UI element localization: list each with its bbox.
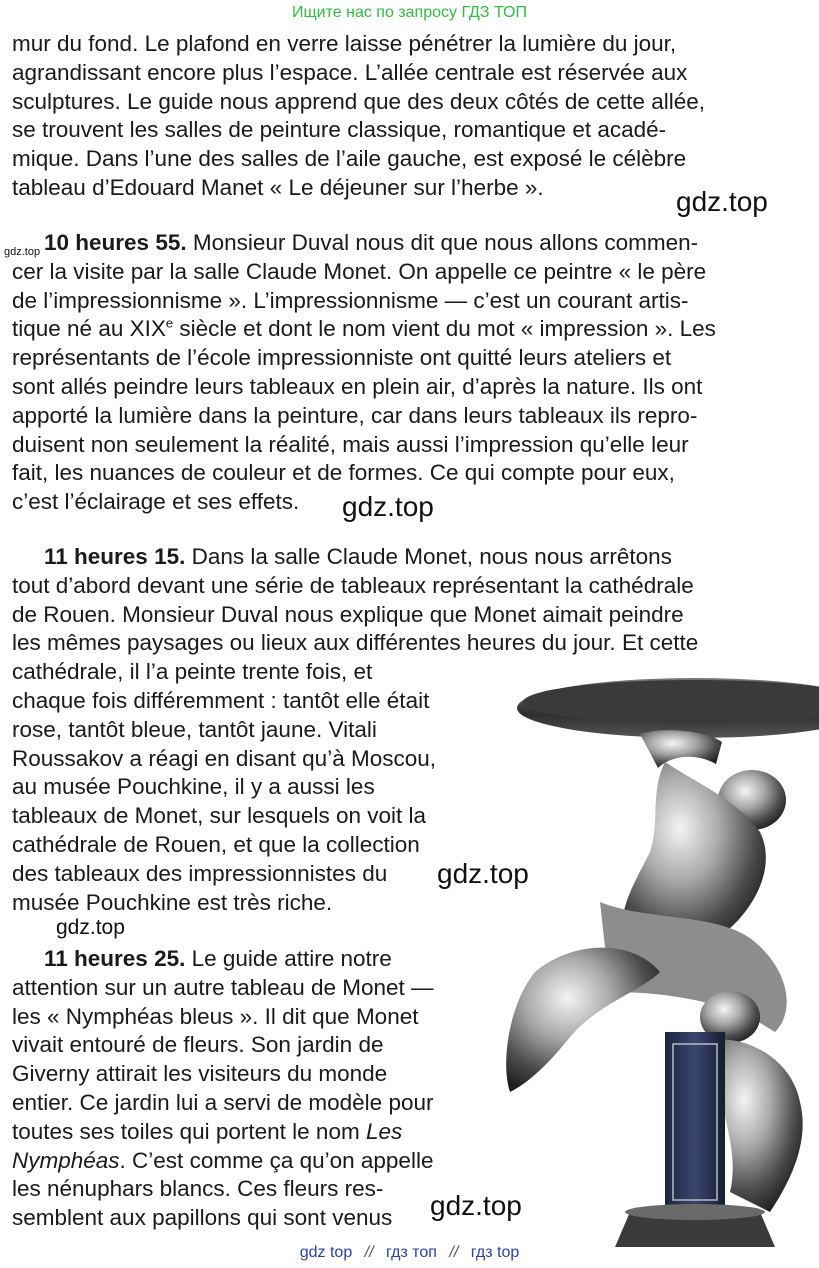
text-line: fait, les nuances de couleur et de formes. Ce qui compte pour eux, bbox=[12, 460, 675, 486]
text-line: . C’est comme ça qu’on appelle bbox=[119, 1147, 434, 1173]
text-line: de l’impressionnisme ». L’impressionnisme — c’est un courant artis- bbox=[12, 287, 689, 313]
watermark-small: gdz.top bbox=[4, 246, 41, 258]
text-line: c’est l’éclairage et ses effets. bbox=[12, 489, 300, 515]
footer-links bbox=[0, 1244, 819, 1262]
text-line: rose, tantôt bleue, tantôt jaune. Vitali bbox=[12, 716, 377, 742]
text-line: sont allés peindre leurs tableaux en plein air, d’après la nature. Ils ont bbox=[12, 373, 703, 399]
text-line: les nénuphars blancs. Ces fleurs res- bbox=[12, 1176, 384, 1202]
text-line: Le guide attire notre bbox=[185, 946, 392, 971]
text-line: tableaux de Monet, sur lesquels on voit la bbox=[12, 803, 426, 829]
paragraph-4 bbox=[12, 945, 812, 1233]
watermark: gdz.top bbox=[430, 1190, 522, 1221]
text-line: Roussakov a réagi en disant qu’à Moscou, bbox=[12, 745, 436, 771]
italic-title: Les bbox=[365, 1118, 403, 1144]
footer-link[interactable]: gdz top bbox=[299, 1244, 353, 1261]
text-line: au musée Pouchkine, il y a aussi les bbox=[12, 774, 375, 800]
paragraph-2 bbox=[12, 229, 812, 517]
text-line: apporté la lumière dans la peinture, car dans leurs tableaux ils repro- bbox=[12, 402, 698, 428]
text-line: tique né au XIX bbox=[12, 316, 166, 342]
watermark: gdz.top bbox=[676, 186, 768, 217]
text-line: attention sur un autre tableau de Monet — bbox=[12, 974, 434, 1000]
text-line: mur du fond. Le plafond en verre laisse pénétrer la lumière du jour, bbox=[12, 31, 677, 56]
text-line: représentants de l’école impressionniste ont quitté leurs ateliers et bbox=[12, 345, 672, 371]
text-line: cer la visite par la salle Claude Monet. On appelle ce peintre « le père bbox=[12, 258, 707, 284]
text-line: chaque fois différemment : tantôt elle était bbox=[12, 687, 430, 713]
text-line: des tableaux des impressionnistes du bbox=[12, 860, 388, 886]
watermark: gdz.top bbox=[342, 491, 434, 522]
text-line: Dans la salle Claude Monet, nous nous arrêtons bbox=[185, 544, 672, 569]
time-heading: 11 heures 25. bbox=[44, 946, 186, 971]
watermark: gdz.top bbox=[437, 858, 529, 889]
text-line: Giverny attirait les visiteurs du monde bbox=[12, 1061, 388, 1087]
text-line: cathédrale de Rouen, et que la collection bbox=[12, 831, 420, 857]
text-line: tableau d’Edouard Manet « Le déjeuner sur l’herbe ». bbox=[12, 174, 544, 200]
watermark: gdz.top bbox=[56, 916, 125, 939]
footer-separator: // bbox=[449, 1244, 459, 1261]
text-line: siècle et dont le nom vient du mot « impression ». Les bbox=[173, 316, 716, 342]
text-line: semblent aux papillons qui sont venus bbox=[12, 1205, 393, 1231]
italic-title: Nymphéas bbox=[12, 1147, 120, 1173]
paragraph-1 bbox=[12, 30, 812, 203]
footer-link[interactable]: гдз top bbox=[470, 1244, 520, 1261]
superscript: e bbox=[165, 315, 174, 331]
text-line: mique. Dans l’une des salles de l’aile gauche, est exposé le célèbre bbox=[12, 146, 687, 172]
text-line: cathédrale, il l’a peinte trente fois, et bbox=[12, 659, 373, 685]
paragraph-3 bbox=[12, 543, 812, 917]
text-line: se trouvent les salles de peinture classique, romantique et acadé- bbox=[12, 117, 667, 143]
text-line: sculptures. Le guide nous apprend que des deux côtés de cette allée, bbox=[12, 88, 705, 114]
text-line: entier. Ce jardin lui a servi de modèle pour bbox=[12, 1089, 434, 1115]
search-banner: Ищите нас по запросу ГДЗ ТОП bbox=[292, 4, 527, 21]
footer-link[interactable]: гдз топ bbox=[386, 1244, 437, 1261]
text-line: les « Nymphéas bleus ». Il dit que Monet bbox=[12, 1003, 419, 1029]
time-heading: 10 heures 55. bbox=[44, 230, 187, 255]
text-line: tout d’abord devant une série de tableaux représentant la cathédrale bbox=[12, 572, 694, 598]
text-line: les mêmes paysages ou lieux aux différentes heures du jour. Et cette bbox=[12, 630, 699, 656]
text-line: de Rouen. Monsieur Duval nous explique que Monet aimait peindre bbox=[12, 601, 684, 627]
text-line: vivait entouré de fleurs. Son jardin de bbox=[12, 1032, 384, 1058]
text-line: agrandissant encore plus l’espace. L’allée centrale est réservée aux bbox=[12, 59, 688, 85]
time-heading: 11 heures 15. bbox=[44, 544, 186, 569]
footer-separator: // bbox=[364, 1244, 374, 1261]
text-line: musée Pouchkine est très riche. bbox=[12, 889, 333, 915]
text-line: duisent non seulement la réalité, mais aussi l’impression qu’elle leur bbox=[12, 431, 689, 457]
text-line: Monsieur Duval nous dit que nous allons commen- bbox=[186, 230, 699, 255]
text-line: toutes ses toiles qui portent le nom bbox=[12, 1118, 366, 1144]
